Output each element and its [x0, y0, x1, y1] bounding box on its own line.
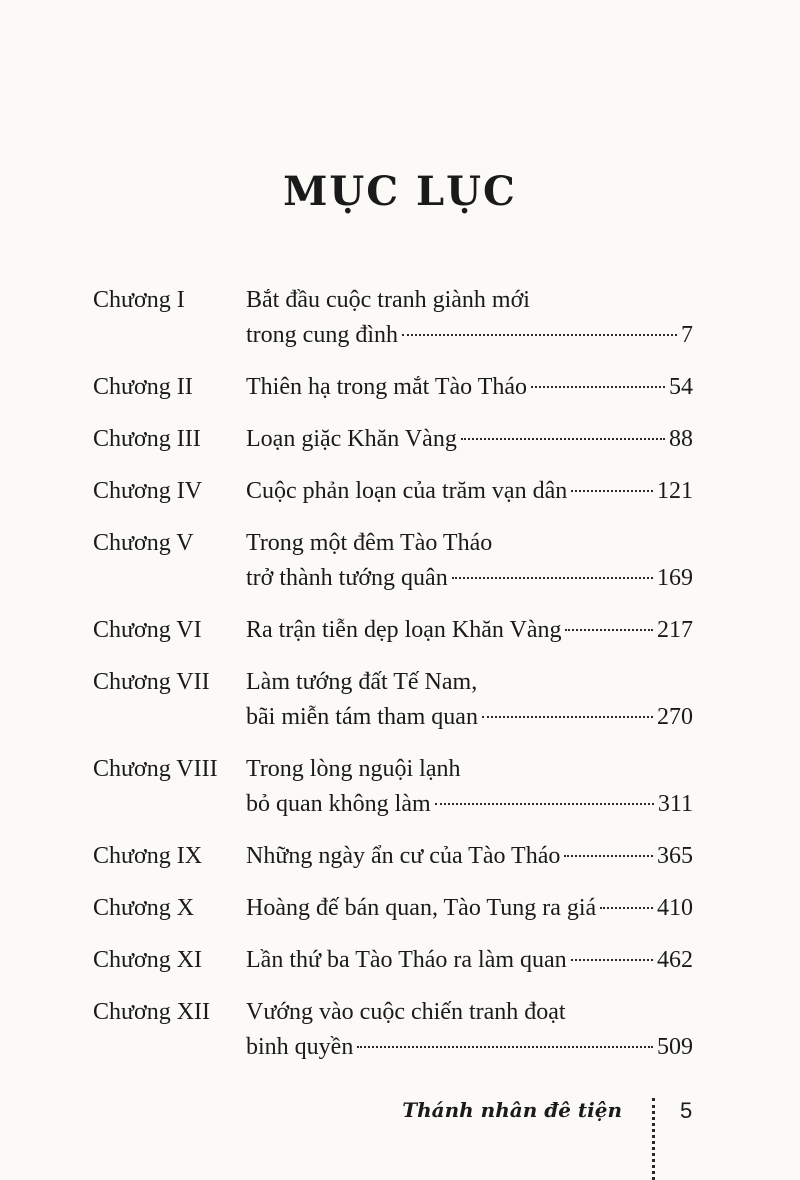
chapter-title-with-page	[246, 474, 693, 509]
chapter-title-with-page	[246, 839, 693, 874]
toc-entry	[0, 943, 800, 978]
toc-line	[0, 613, 800, 648]
chapter-title-line: Trong một đêm Tào Tháo	[246, 530, 493, 556]
chapter-title-line: Làm tướng đất Tế Nam,	[246, 669, 478, 695]
chapter-title-with-page	[246, 561, 693, 596]
dot-leader	[435, 803, 654, 805]
toc-line	[0, 752, 800, 787]
chapter-label: Chương X	[93, 895, 195, 921]
chapter-title-line: Loạn giặc Khăn Vàng	[246, 426, 457, 452]
chapter-title-with-page	[246, 943, 693, 978]
toc-line	[0, 891, 800, 926]
toc-entry	[0, 474, 800, 509]
chapter-label: Chương III	[93, 426, 201, 452]
chapter-label: Chương IV	[93, 478, 203, 504]
page-number: 5	[680, 1098, 693, 1123]
chapter-page-number: 54	[669, 374, 693, 400]
dot-leader	[461, 438, 665, 440]
chapter-page-number: 169	[657, 565, 693, 591]
chapter-page-number: 270	[657, 704, 693, 730]
toc-line	[0, 422, 800, 457]
chapter-title-with-page	[246, 891, 693, 926]
chapter-title-with-page	[246, 787, 693, 822]
chapter-title-with-page	[246, 1030, 693, 1065]
chapter-label: Chương II	[93, 374, 193, 400]
chapter-title-line: trong cung đình	[246, 322, 398, 348]
chapter-title-line: Trong lòng nguội lạnh	[246, 756, 461, 782]
chapter-title-with-page	[246, 700, 693, 735]
chapter-label: Chương VII	[93, 669, 210, 695]
toc-entry	[0, 995, 800, 1065]
chapter-title-line: binh quyền	[246, 1034, 354, 1060]
toc-line	[0, 665, 800, 700]
chapter-title-with-page	[246, 370, 693, 405]
chapter-title-with-page	[246, 422, 693, 457]
toc-entry	[0, 526, 800, 596]
chapter-title-line: Vướng vào cuộc chiến tranh đoạt	[246, 999, 566, 1025]
chapter-page-number: 121	[657, 478, 693, 504]
toc-entry	[0, 752, 800, 822]
chapter-title-line: bãi miễn tám tham quan	[246, 704, 478, 730]
dot-leader	[571, 490, 653, 492]
page-title: MỤC LỤC	[283, 168, 517, 215]
chapter-page-number: 217	[657, 617, 693, 643]
toc-line	[0, 370, 800, 405]
dot-leader	[452, 577, 653, 579]
chapter-title-line: bỏ quan không làm	[246, 791, 431, 817]
toc-line	[0, 995, 800, 1030]
toc-line	[0, 700, 800, 735]
table-of-contents	[0, 283, 800, 1082]
chapter-label: Chương VI	[93, 617, 202, 643]
toc-line	[0, 561, 800, 596]
chapter-label: Chương XI	[93, 947, 203, 973]
dot-leader	[402, 334, 677, 336]
dot-leader	[600, 907, 653, 909]
chapter-title-line: Thiên hạ trong mắt Tào Tháo	[246, 374, 528, 400]
chapter-title-with-page	[246, 613, 693, 648]
running-book-title: Thánh nhân đê tiện	[402, 1098, 622, 1122]
dot-leader	[482, 716, 653, 718]
toc-line	[0, 943, 800, 978]
toc-entry	[0, 422, 800, 457]
chapter-label: Chương IX	[93, 843, 203, 869]
footer-divider	[652, 1098, 655, 1180]
toc-line	[0, 1030, 800, 1065]
chapter-title-line: Lần thứ ba Tào Tháo ra làm quan	[246, 947, 567, 973]
toc-entry	[0, 283, 800, 353]
toc-line	[0, 318, 800, 353]
toc-line	[0, 839, 800, 874]
toc-line	[0, 283, 800, 318]
chapter-title-line: trở thành tướng quân	[246, 565, 448, 591]
toc-entry	[0, 665, 800, 735]
toc-entry	[0, 839, 800, 874]
chapter-label: Chương XII	[93, 999, 211, 1025]
chapter-page-number: 462	[657, 947, 693, 973]
toc-entry	[0, 891, 800, 926]
toc-line	[0, 787, 800, 822]
chapter-label: Chương I	[93, 287, 185, 313]
chapter-page-number: 7	[681, 322, 693, 348]
toc-entry	[0, 613, 800, 648]
dot-leader	[565, 629, 653, 631]
toc-line	[0, 474, 800, 509]
chapter-page-number: 311	[657, 791, 693, 817]
chapter-page-number: 88	[669, 426, 693, 452]
dot-leader	[571, 959, 653, 961]
chapter-page-number: 365	[657, 843, 693, 869]
chapter-page-number: 509	[657, 1034, 693, 1060]
dot-leader	[531, 386, 665, 388]
toc-entry	[0, 370, 800, 405]
chapter-label: Chương VIII	[93, 756, 218, 782]
dot-leader	[564, 855, 653, 857]
chapter-label: Chương V	[93, 530, 194, 556]
chapter-title-line: Những ngày ẩn cư của Tào Tháo	[246, 843, 561, 869]
chapter-page-number: 410	[657, 895, 693, 921]
dot-leader	[357, 1046, 653, 1048]
chapter-title-line: Cuộc phản loạn của trăm vạn dân	[246, 478, 568, 504]
chapter-title-line: Ra trận tiễn dẹp loạn Khăn Vàng	[246, 617, 562, 643]
chapter-title-line: Bắt đầu cuộc tranh giành mới	[246, 287, 530, 313]
chapter-title-line: Hoàng đế bán quan, Tào Tung ra giá	[246, 895, 597, 921]
toc-line	[0, 526, 800, 561]
chapter-title-with-page	[246, 318, 693, 353]
